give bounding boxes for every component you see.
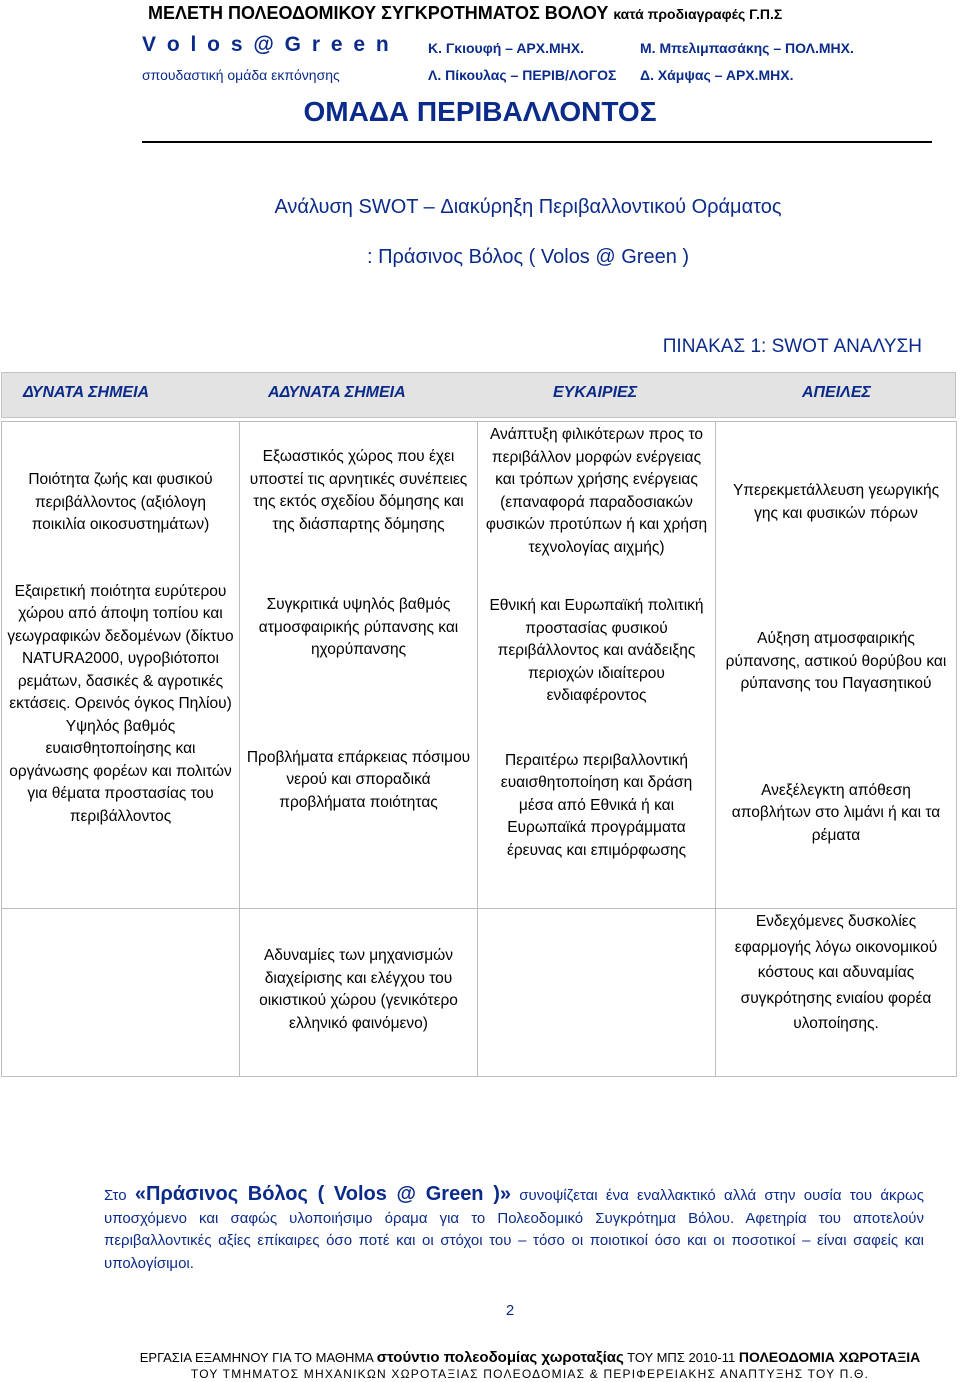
header-threats: ΑΠΕΙΛΕΣ xyxy=(802,384,871,401)
team-member-2: Μ. Μπελιμπασάκης – ΠΟΛ.ΜΗΧ. xyxy=(640,40,854,56)
weakness-item: Αδυναμίες των μηχανισμών διαχείρισης και ελέγχου του οικιστικού χώρου (γενικότερο ελληνικό φαινόμενο) xyxy=(259,947,458,1032)
opportunities-cell xyxy=(478,422,716,909)
table-row xyxy=(2,422,957,909)
team-member-4: Δ. Χάμψας – ΑΡΧ.ΜΗΧ. xyxy=(640,67,794,83)
group-title: ΟΜΑΔΑ ΠΕΡΙΒΑΛΛΟΝΤΟΣ xyxy=(303,96,657,127)
document-subtitle: : Πράσινος Βόλος ( Volos @ Green ) xyxy=(366,246,690,268)
footer-program: ΤΟΥ ΜΠΣ 2010-11 xyxy=(627,1350,736,1365)
header-strengths: ΔΥΝΑΤΑ ΣΗΜΕΙΑ xyxy=(23,384,150,401)
threats-cell xyxy=(716,422,957,909)
swot-table xyxy=(1,421,957,1077)
opportunity-item: Ανάπτυξη φιλικότερων προς το περιβάλλον μορφών ενέργειας και τρόπων χρήσης ενέργειας (επαναφορά παραδοσιακών φυσικών προτύπων ή και χρήση τεχνολογίας αιχμής) xyxy=(485,426,708,556)
brand-name: V o l o s @ G r e e n xyxy=(142,33,392,56)
header-opportunities: ΕΥΚΑΙΡΙΕΣ xyxy=(553,384,638,401)
header-weaknesses: ΑΔΥΝΑΤΑ ΣΗΜΕΙΑ xyxy=(268,384,406,401)
opportunities-cell-empty xyxy=(478,909,716,1077)
weaknesses-cell xyxy=(240,909,478,1077)
footer-line-1 xyxy=(0,1349,960,1366)
strengths-cell xyxy=(2,422,240,909)
threat-item: Ενδεχόμενες δυσκολίες εφαρμογής λόγω οικονομικού κόστους και αδυναμίας συγκρότησης ενιαίου φορέα υλοποίησης. xyxy=(734,913,938,1032)
threats-cell xyxy=(716,909,957,1077)
strength-item: Υψηλός βαθμός ευαισθητοποίησης και οργάνωσης φορέων και πολιτών για θέματα προστασίας του περιβάλλοντος xyxy=(9,717,232,825)
project-title-sub: κατά προδιαγραφές Γ.Π.Σ xyxy=(613,6,783,22)
summary-paragraph xyxy=(104,1183,924,1275)
weakness-item: Προβλήματα επάρκειας πόσιμου νερού και σποραδικά προβλήματα ποιότητας xyxy=(246,748,471,811)
table-caption: ΠΙΝΑΚΑΣ 1: SWOT ΑΝΑΛΥΣΗ xyxy=(662,336,922,357)
opportunity-item: Εθνική και Ευρωπαϊκή πολιτική προστασίας φυσικού περιβάλλοντος και ανάδειξης περιοχών ιδιαίτερου ενδιαφέροντος xyxy=(489,597,704,704)
project-title-main: ΜΕΛΕΤΗ ΠΟΛΕΟΔΟΜΙΚΟΥ ΣΥΓΚΡΟΤΗΜΑΤΟΣ ΒΟΛΟΥ xyxy=(148,3,609,23)
footer-program-name: ΠΟΛΕΟΔΟΜΙΑ ΧΩΡΟΤΑΞΙΑ xyxy=(738,1349,921,1365)
strength-item: Εξαιρετική ποιότητα ευρύτερου χώρου από άποψη τοπίου και γεωγραφικών δεδομένων (δίκτυο NATURA2000, υγροβιότοποι ρεμάτων, δασικές & αγροτικές εκτάσεις. Ορεινός όγκος Πηλίου) xyxy=(7,582,234,712)
table-row xyxy=(2,909,957,1077)
threat-item: Ανεξέλεγκτη απόθεση αποβλήτων στο λιμάνι ή και τα ρέματα xyxy=(731,781,941,844)
summary-text: συνοψίζεται ένα εναλλακτικό αλλά στην ουσία του άκρως υποσχόμενο και σαφώς υλοποιήσιμο όραμα για το Πολεοδομικό Συγκρότημα Βόλου. Αφετηρία του αποτελούν περιβαλλοντικές αξίες επίκαιρες όσο ποτέ και οι στόχοι του – τόσο οι ποιοτικοί όσο και οι ποσοτικοί – είναι σαφείς και υπολογίσιμοι. xyxy=(104,1187,924,1272)
summary-emphasis: «Πράσινος Βόλος ( Volos @ Green )» xyxy=(134,1183,511,1205)
footer-course-name: στούντιο πολεοδομίας χωροταξίας xyxy=(376,1349,624,1366)
document-title: Ανάλυση SWOT – Διακύρηξη Περιβαλλοντικού Οράματος xyxy=(274,196,782,218)
weaknesses-cell xyxy=(240,422,478,909)
team-member-1: Κ. Γκιουφή – ΑΡΧ.ΜΗΧ. xyxy=(428,40,584,56)
team-label: σπουδαστική ομάδα εκπόνησης xyxy=(142,67,340,83)
weakness-item: Εξωαστικός χώρος που έχει υποστεί τις αρνητικές συνέπειες της εκτός σχεδίου δόμησης και της διάσπαρτης δόμησης xyxy=(249,448,468,533)
weakness-item: Συγκριτικά υψηλός βαθμός ατμοσφαιρικής ρύπανσης και ηχορύπανσης xyxy=(258,596,459,658)
header-divider xyxy=(142,141,932,143)
footer-course-label: ΕΡΓΑΣΙΑ ΕΞΑΜΗΝΟΥ ΓΙΑ ΤΟ ΜΑΘΗΜΑ xyxy=(139,1350,374,1365)
threat-item: Υπερεκμετάλλευση γεωργικής γης και φυσικών πόρων xyxy=(732,482,940,522)
summary-prefix: Στο xyxy=(104,1187,135,1204)
strength-item: Ποιότητα ζωής και φυσικού περιβάλλοντος (αξιόλογη ποικιλία οικοσυστημάτων) xyxy=(28,471,213,533)
opportunity-item: Περαιτέρω περιβαλλοντική ευαισθητοποίηση και δράση μέσα από Εθνικά ή και Ευρωπαϊκά προγράμματα έρευνας και επιμόρφωσης xyxy=(500,751,693,859)
project-title xyxy=(148,3,782,24)
page-number: 2 xyxy=(505,1302,515,1319)
strengths-cell-empty xyxy=(2,909,240,1077)
team-member-3: Λ. Πίκουλας – ΠΕΡΙΒ/ΛΟΓΟΣ xyxy=(428,67,617,83)
footer-line-2: ΤΟΥ ΤΜΗΜΑΤΟΣ ΜΗΧΑΝΙΚΩΝ ΧΩΡΟΤΑΞΙΑΣ ΠΟΛΕΟΔΟΜΙΑΣ & ΠΕΡΙΦΕΡΕΙΑΚΗΣ ΑΝΑΠΤΥΞΗΣ ΤΟΥ Π.Θ. xyxy=(190,1367,870,1381)
threat-item: Αύξηση ατμοσφαιρικής ρύπανσης, αστικού θορύβου και ρύπανσης του Παγασητικού xyxy=(725,630,947,692)
